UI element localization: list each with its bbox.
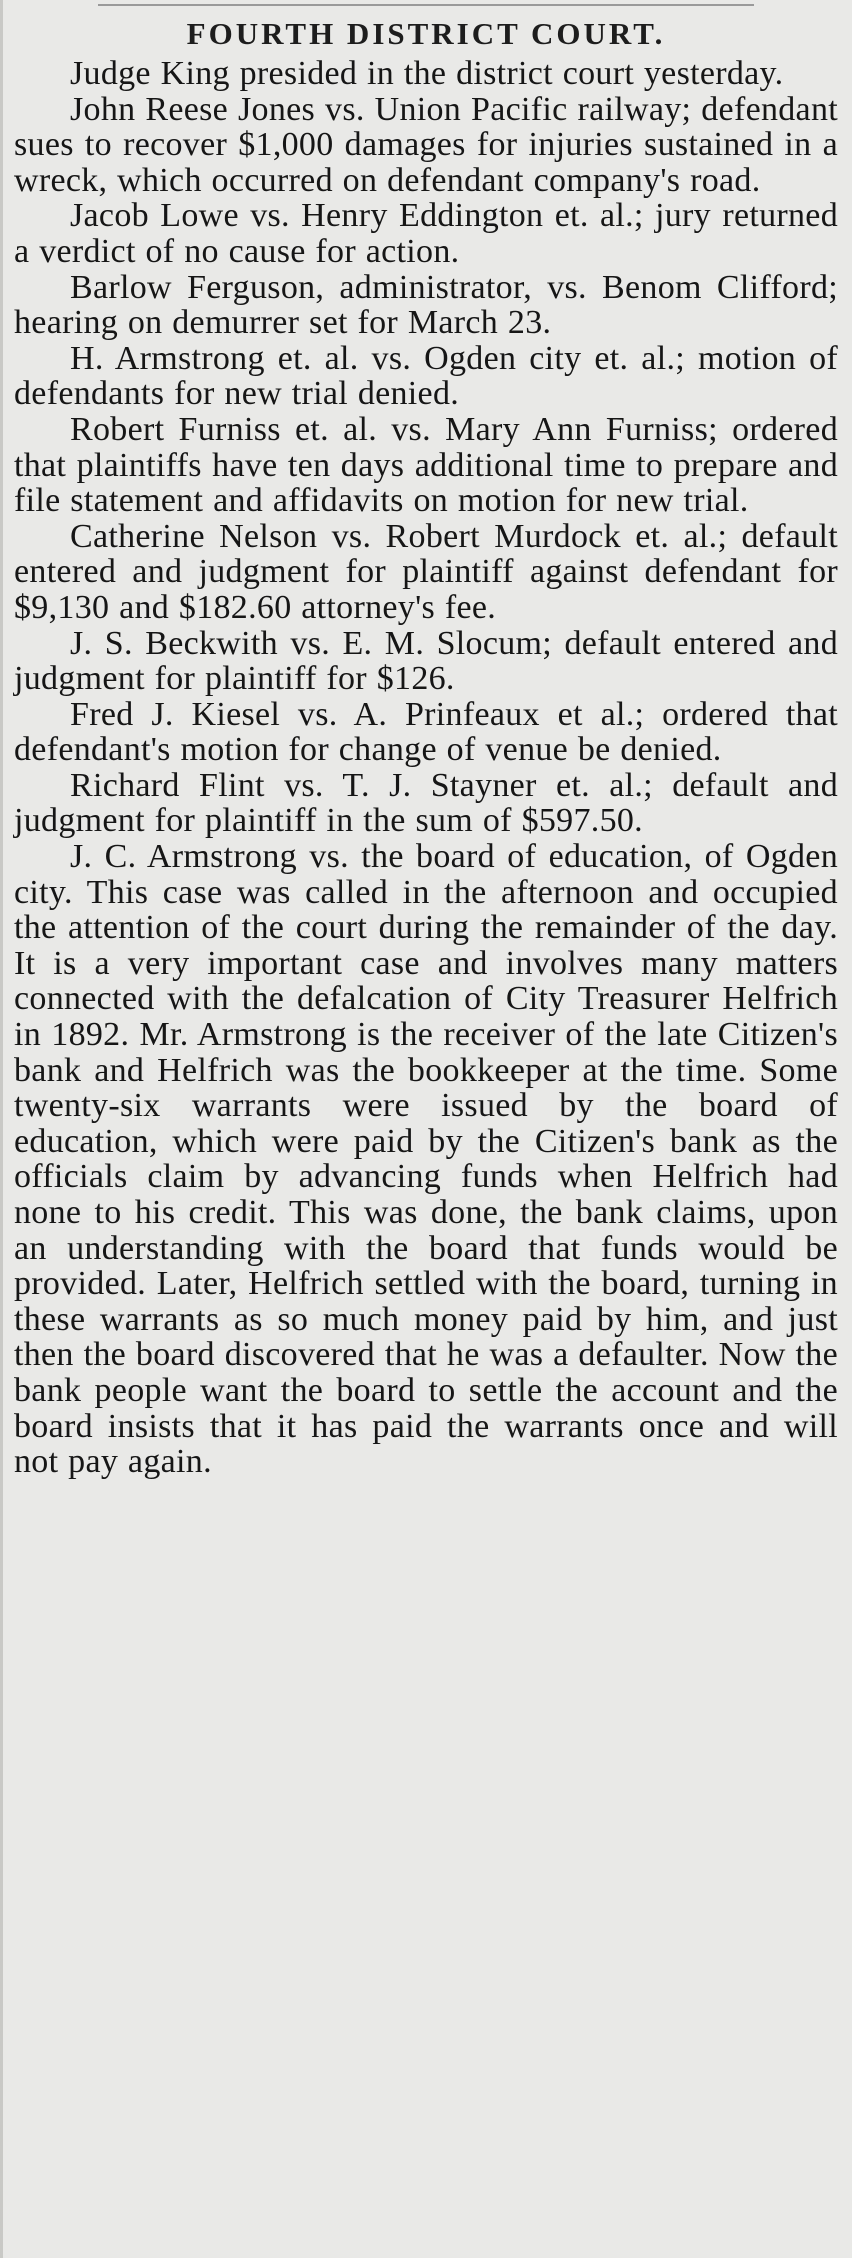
paragraph: Fred J. Kiesel vs. A. Prinfeaux et al.; ordered that defendant's motion for change of venue be denied. xyxy=(14,695,838,769)
paragraph: Barlow Ferguson, administrator, vs. Benom Clifford; hearing on demurrer set for March 23. xyxy=(14,268,838,342)
column-rule xyxy=(0,0,3,2258)
paragraph: J. C. Armstrong vs. the board of education, of Ogden city. This case was called in the afternoon and occupied the attention of the court during the remainder of the day. It is a very important case and involves many matters connected with the defalcation of City Treasurer Helfrich in 1892. Mr. Armstrong is the receiver of the late Citizen's bank and Helfrich was the bookkeeper at the time. Some twenty-six warrants were issued by the board of education, which were paid by the Citizen's bank as the officials claim by advancing funds when Helfrich had none to his credit. This was done, the bank claims, upon an understanding with the board that funds would be provided. Later, Helfrich settled with the board, turning in these warrants as so much money paid by him, and just then the board discovered that he was a defaulter. Now the bank people want the board to settle the account and the board insists that it has paid the warrants once and will not pay again. xyxy=(14,838,838,1481)
paragraph: J. S. Beckwith vs. E. M. Slocum; default entered and judgment for plaintiff for $126. xyxy=(14,624,838,698)
paragraph: John Reese Jones vs. Union Pacific railway; defendant sues to recover $1,000 damages for injuries sustained in a wreck, which occurred on defendant company's road. xyxy=(14,90,838,199)
paragraph: Robert Furniss et. al. vs. Mary Ann Furniss; ordered that plaintiffs have ten days additional time to prepare and file statement and affidavits on motion for new trial. xyxy=(14,410,838,520)
paragraph: Catherine Nelson vs. Robert Murdock et. al.; default entered and judgment for plaintiff against defendant for $9,130 and $182.60 attorney's fee. xyxy=(14,517,838,626)
paragraph: Judge King presided in the district court yesterday. xyxy=(70,55,784,92)
paragraph: Jacob Lowe vs. Henry Eddington et. al.; jury returned a verdict of no cause for action. xyxy=(14,197,838,270)
paragraph: Richard Flint vs. T. J. Stayner et. al.; default and judgment for plaintiff in the sum of $597.50. xyxy=(14,766,838,840)
article-body xyxy=(14,56,838,1480)
top-rule xyxy=(98,4,754,6)
paragraph: H. Armstrong et. al. vs. Ogden city et. al.; motion of defendants for new trial denied. xyxy=(14,339,838,413)
headline: FOURTH DISTRICT COURT. xyxy=(186,16,666,51)
newspaper-column xyxy=(14,0,838,2258)
